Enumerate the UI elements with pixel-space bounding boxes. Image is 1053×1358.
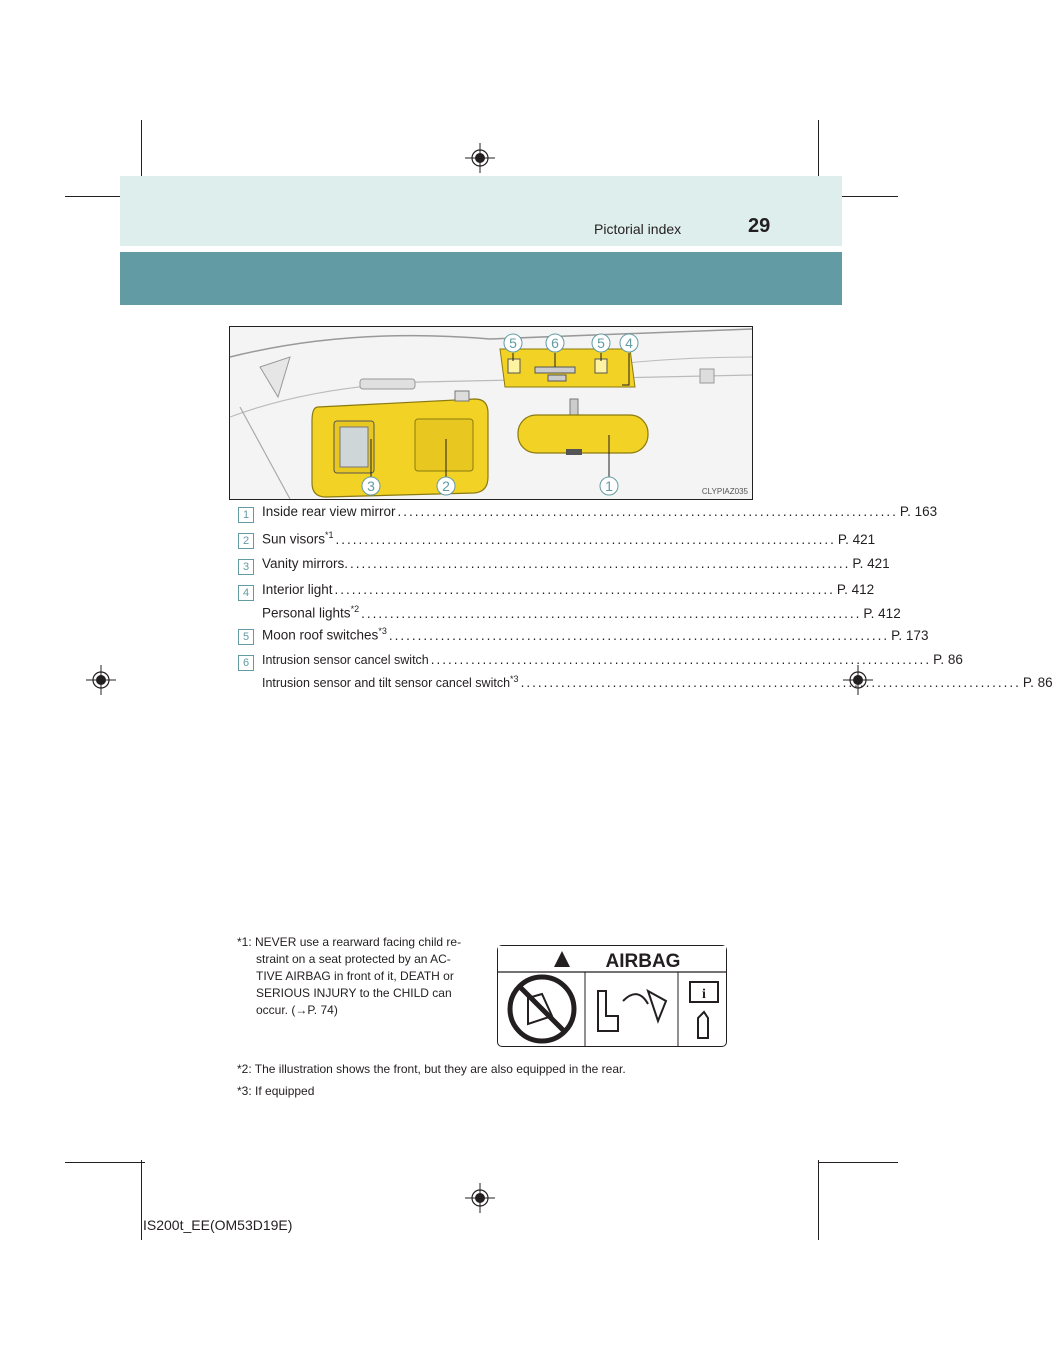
registration-mark-icon (465, 143, 495, 173)
page-reference-link[interactable]: P. 421 (852, 556, 890, 571)
footnote-text: : If equipped (248, 1084, 315, 1098)
item-label: Interior light (262, 582, 333, 597)
item-label: Moon roof switches (262, 627, 379, 643)
illustration-code: CLYPIAZ035 (701, 487, 748, 496)
page-reference-link[interactable]: P. 421 (837, 531, 876, 547)
footnote-1 (237, 934, 492, 1019)
item-label: Inside rear view mirror (262, 504, 396, 519)
section-title: Pictorial index (594, 221, 682, 237)
footnote-text: SERIOUS INJURY to the CHILD can (256, 986, 452, 1000)
page-reference-link[interactable]: P. 412 (836, 582, 875, 597)
item-number-badge: 3 (238, 559, 254, 575)
item-number-badge: 2 (238, 533, 254, 549)
footnote-mark: *2 (237, 1062, 249, 1076)
footnote-mark: *3 (378, 626, 387, 636)
item-sub-label: Intrusion sensor and tilt sensor cancel switch (262, 676, 511, 691)
item-number-badge: 1 (238, 507, 254, 523)
item-label: Intrusion sensor cancel switch (262, 653, 429, 667)
item-number-badge: 6 (238, 655, 254, 671)
footnote-mark: *3 (237, 1084, 249, 1098)
registration-mark-icon (465, 1183, 495, 1213)
airbag-deploy-icon (648, 991, 666, 1021)
footnote-mark: *1 (237, 935, 249, 949)
overhead-console-drawing (230, 327, 752, 499)
footnote-mark: *1 (325, 530, 334, 540)
footnote-text: occur. (→P. 74) (256, 1003, 338, 1017)
list-item: 2 Sun visors$^{*1}$ ....................................................................................... P. 421 (238, 530, 724, 552)
footnote-text: TIVE AIRBAG in front of it, DEATH or (256, 969, 454, 983)
footnote-text: : The illustration shows the front, but they are also equipped in the rear. (248, 1062, 626, 1076)
list-item: 5 Moon roof switches$^{*3}$ ....................................................................................... P. 173 (238, 626, 724, 648)
seat-icon (598, 991, 618, 1031)
item-number-badge: 4 (238, 585, 254, 601)
registration-mark-icon (86, 665, 116, 695)
header-bar (120, 252, 842, 305)
list-item: 3 Vanity mirrors. ....................................................................................... P. 421 (238, 556, 724, 578)
list-item: 1 Inside rear view mirror ....................................................................................... P. 163 (238, 504, 724, 526)
airbag-title: AIRBAG (605, 951, 681, 972)
svg-text:i: i (702, 987, 706, 1002)
callout-5: 5 (509, 335, 517, 351)
document-code: IS200t_EE(OM53D19E) (143, 1217, 293, 1233)
footnote-3 (237, 1083, 314, 1100)
airbag-warning-label (497, 945, 727, 1047)
callout-3: 3 (367, 478, 375, 494)
footnote-mark: *2 (350, 604, 360, 614)
callout-1: 1 (605, 478, 613, 494)
pointing-hand-icon (698, 1012, 708, 1038)
callout-4: 4 (625, 335, 633, 351)
item-label: Sun visors (262, 531, 326, 547)
callout-2: 2 (442, 478, 450, 494)
footnote-text: straint on a seat protected by an AC- (256, 952, 451, 966)
interior-illustration (229, 326, 753, 500)
list-item: 6 Intrusion sensor cancel switch ....................................................................................... P. 86 Intrusion sensor and tilt sensor cancel switch$^{*3}$ ....................................................................................... P. 86 (238, 652, 724, 696)
item-number-badge: 5 (238, 629, 254, 645)
callout-5b: 5 (597, 335, 605, 351)
page-reference-link[interactable]: P. 412 (863, 605, 901, 621)
footnote-2 (237, 1061, 626, 1078)
header-band (120, 176, 842, 246)
footnote-mark: *3 (510, 674, 519, 684)
item-label: Vanity mirrors. (262, 556, 349, 571)
page-reference-link[interactable]: P. 86 (1022, 675, 1053, 691)
callout-6: 6 (551, 335, 559, 351)
footnote-text: : NEVER use a rearward facing child re- (248, 935, 462, 949)
list-item: 4 Interior light ....................................................................................... P. 412 Personal lights$^{*2}$ ....................................................................................... P. 412 (238, 582, 724, 626)
page-reference-link[interactable]: P. 163 (899, 504, 938, 519)
item-sub-label: Personal lights (262, 605, 351, 621)
airbag-label-graphic (498, 946, 726, 1046)
page-reference-link[interactable]: P. 173 (891, 627, 929, 643)
page-reference-link[interactable]: P. 86 (933, 652, 963, 667)
page-number: 29 (748, 215, 771, 237)
